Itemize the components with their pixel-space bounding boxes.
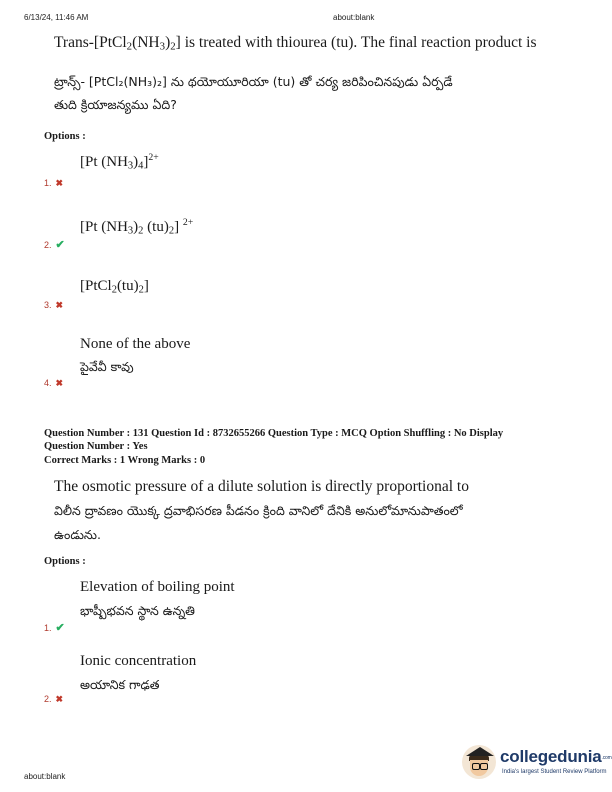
question-telugu-line1: ట్రాన్స్- [PtCl₂(NH₃)₂] ను థయోయూరియా (tu) తో చర్య జరిపించినపుడు ఏర్పడే xyxy=(54,74,453,89)
question-telugu-line2: ఉండును. xyxy=(54,527,101,542)
option-2-text: [Pt $(NH_3)_2$ $(tu)_2$] $^{2+}$ xyxy=(80,217,194,237)
option-1-number: 1. ✔ xyxy=(44,622,65,634)
option-2-number: 2. ✖ xyxy=(44,694,64,704)
correct-icon: ✔ xyxy=(55,622,65,634)
collegedunia-logo xyxy=(462,743,612,789)
wrong-icon: ✖ xyxy=(55,178,64,188)
option-1-telugu: భాష్పీభవన స్థాన ఉన్నతి xyxy=(80,603,195,618)
option-2-telugu: అయానిక గాఢత xyxy=(80,677,160,692)
option-2-number: 2. ✔ xyxy=(44,239,65,251)
correct-icon: ✔ xyxy=(55,239,65,251)
print-datetime: 6/13/24, 11:46 AM xyxy=(24,13,89,22)
question-meta-line3: Correct Marks : 1 Wrong Marks : 0 xyxy=(44,455,206,466)
option-1-text: Elevation of boiling point xyxy=(80,579,235,595)
option-4-telugu: పైవేవీ కావు xyxy=(80,359,134,374)
logo-tagline: India's largest Student Review Platform xyxy=(502,769,607,775)
question-text: Trans-$[PtCl_2(NH_3)_2]$ is treated with thiourea (tu). The final reaction product is xyxy=(54,34,537,53)
footer-url: about:blank xyxy=(24,772,66,781)
option-4-number: 4. ✖ xyxy=(44,378,64,388)
logo-wordmark: collegedunia$^{.com}$ xyxy=(500,747,612,766)
mascot-icon xyxy=(462,745,496,779)
wrong-icon: ✖ xyxy=(55,378,64,388)
question-telugu-line1: విలీన ద్రావణం యొక్క ద్రవాభిసరణ పీడనం క్రింది వానిలో దేనికి అనులోమానుపాతంలో xyxy=(54,503,463,518)
print-url: about:blank xyxy=(333,13,375,22)
question-meta-line2: Question Number : Yes xyxy=(44,441,148,452)
question-meta-line1: Question Number : 131 Question Id : 8732655266 Question Type : MCQ Option Shuffling : No Display xyxy=(44,428,504,439)
options-label: Options : xyxy=(44,556,86,567)
wrong-icon: ✖ xyxy=(55,694,64,704)
options-label: Options : xyxy=(44,131,86,142)
option-1-text: [Pt $(NH_3)_4]^{2+}$ xyxy=(80,152,159,172)
option-4-text: None of the above xyxy=(80,336,191,352)
question-telugu-line2: తుది క్రియాజన్యము ఏది? xyxy=(54,97,177,112)
option-2-text: Ionic concentration xyxy=(80,653,197,669)
question-text: The osmotic pressure of a dilute solution is directly proportional to xyxy=(54,478,469,495)
option-3-text: $[PtCl_2(tu)_2]$ xyxy=(80,278,149,296)
option-3-number: 3. ✖ xyxy=(44,300,64,310)
option-1-number: 1. ✖ xyxy=(44,178,64,188)
wrong-icon: ✖ xyxy=(55,300,64,310)
